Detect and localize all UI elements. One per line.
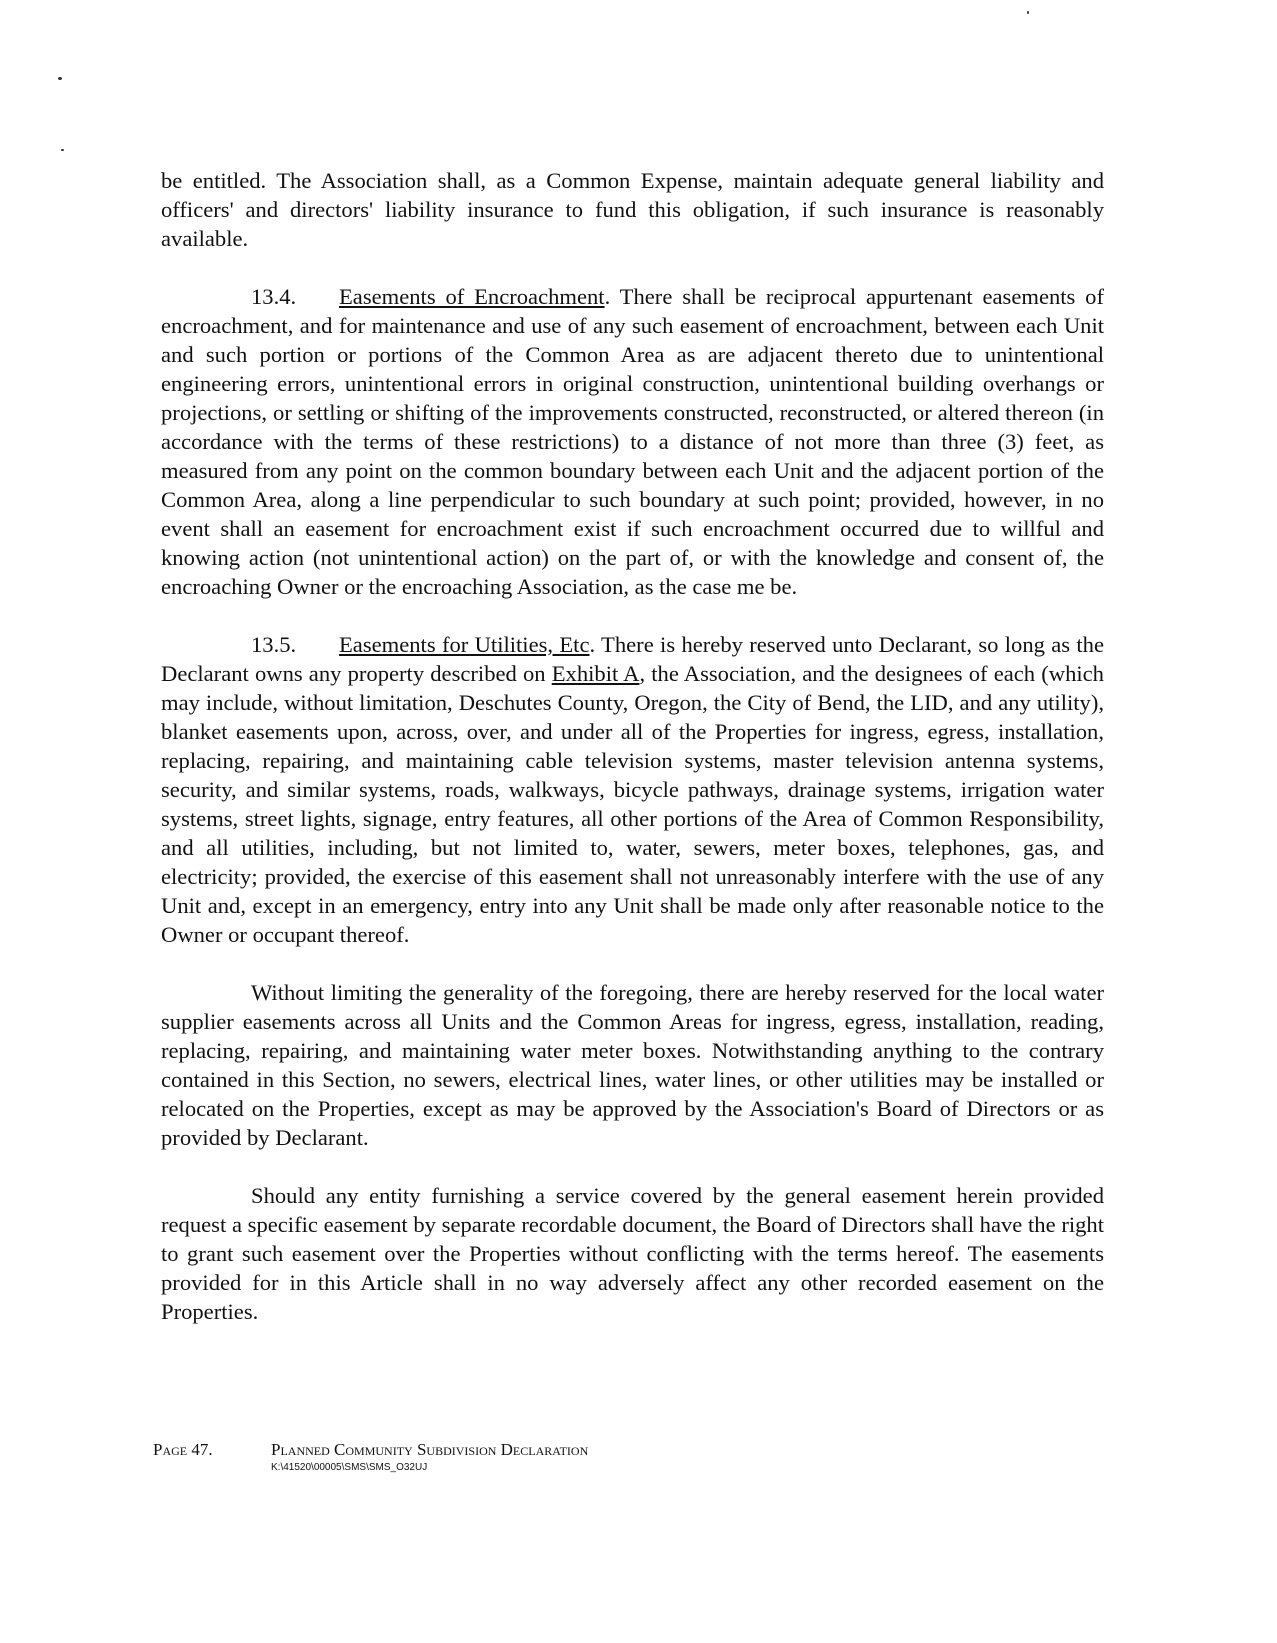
document-title: Planned Community Subdivision Declaration xyxy=(271,1440,589,1459)
section-text: There shall be reciprocal appurtenant easements of encroachment, and for maintenance and use of any such easement of encroachment, between each Unit and such portion or portions of the Common Area as are adjacent thereto due to unintentional engineering errors, unintentional errors in original construction, unintentional building overhangs or projections, or settling or shifting of the improvements constructed, reconstructed, or altered thereon (in accordance with the terms of these restrictions) to a distance of not more than three (3) feet, as measured from any point on the common boundary between each Unit and the adjacent portion of the Common Area, along a line perpendicular to such boundary at such point; provided, however, in no event shall an easement for encroachment exist if such encroachment occurred due to willful and knowing action (not unintentional action) on the part of, or with the knowledge and consent of, the encroaching Owner or the encroaching Association, as the case me be. xyxy=(161,284,1104,599)
scan-speck xyxy=(58,77,62,80)
file-path: K:\41520\00005\SMS\SMS_O32UJ xyxy=(271,1462,428,1473)
section-text: , the Association, and the designees of each (which may include, without limitation, Deschutes County, Oregon, the City of Bend, the LID, and any utility), blanket easements upon, across, over, and under all of the Properties for ingress, egress, installation, replacing, repairing, and maintaining cable television systems, master television antenna systems, security, and similar systems, roads, walkways, bicycle pathways, drainage systems, irrigation water systems, street lights, signage, entry features, all other portions of the Area of Common Responsibility, and all utilities, including, but not limited to, water, sewers, meter boxes, telephones, gas, and electricity; provided, the exercise of this easement shall not unreasonably interfere with the use of any Unit and, except in an emergency, entry into any Unit shall be made only after reasonable notice to the Owner or occupant thereof. xyxy=(161,661,1104,947)
section-heading: Easements for Utilities, Etc xyxy=(339,632,590,657)
heading-punctuation: . xyxy=(604,284,611,309)
scan-speck xyxy=(61,149,64,151)
section-13-5 xyxy=(161,630,1104,949)
section-heading: Easements of Encroachment xyxy=(339,284,605,309)
paragraph-continuation: be entitled. The Association shall, as a Common Expense, maintain adequate general liability and officers' and directors' liability insurance to fund this obligation, if such insurance is reasonably available. xyxy=(161,168,1104,251)
section-text: There is hereby reserved unto Declarant, so long as the Declarant owns any property described on xyxy=(161,632,1104,686)
body-text xyxy=(161,166,1104,1355)
exhibit-reference: Exhibit A xyxy=(551,661,640,686)
paragraph-specific-easement: Should any entity furnishing a service covered by the general easement herein provided request a specific easement by separate recordable document, the Board of Directors shall have the right to grant such easement over the Properties without conflicting with the terms hereof. The easements provided for in this Article shall in no way adversely affect any other recorded easement on the Properties. xyxy=(161,1183,1104,1324)
heading-punctuation: . xyxy=(589,632,596,657)
scan-speck xyxy=(1027,11,1029,14)
section-number: 13.4. xyxy=(251,284,297,309)
paragraph-water-supplier: Without limiting the generality of the foregoing, there are hereby reserved for the local water supplier easements across all Units and the Common Areas for ingress, egress, installation, reading, replacing, repairing, and maintaining water meter boxes. Notwithstanding anything to the contrary contained in this Section, no sewers, electrical lines, water lines, or other utilities may be installed or relocated on the Properties, except as may be approved by the Association's Board of Directors or as provided by Declarant. xyxy=(161,980,1104,1150)
section-number: 13.5. xyxy=(251,632,297,657)
section-13-4 xyxy=(161,282,1104,601)
page-number: Page 47. xyxy=(153,1440,213,1459)
